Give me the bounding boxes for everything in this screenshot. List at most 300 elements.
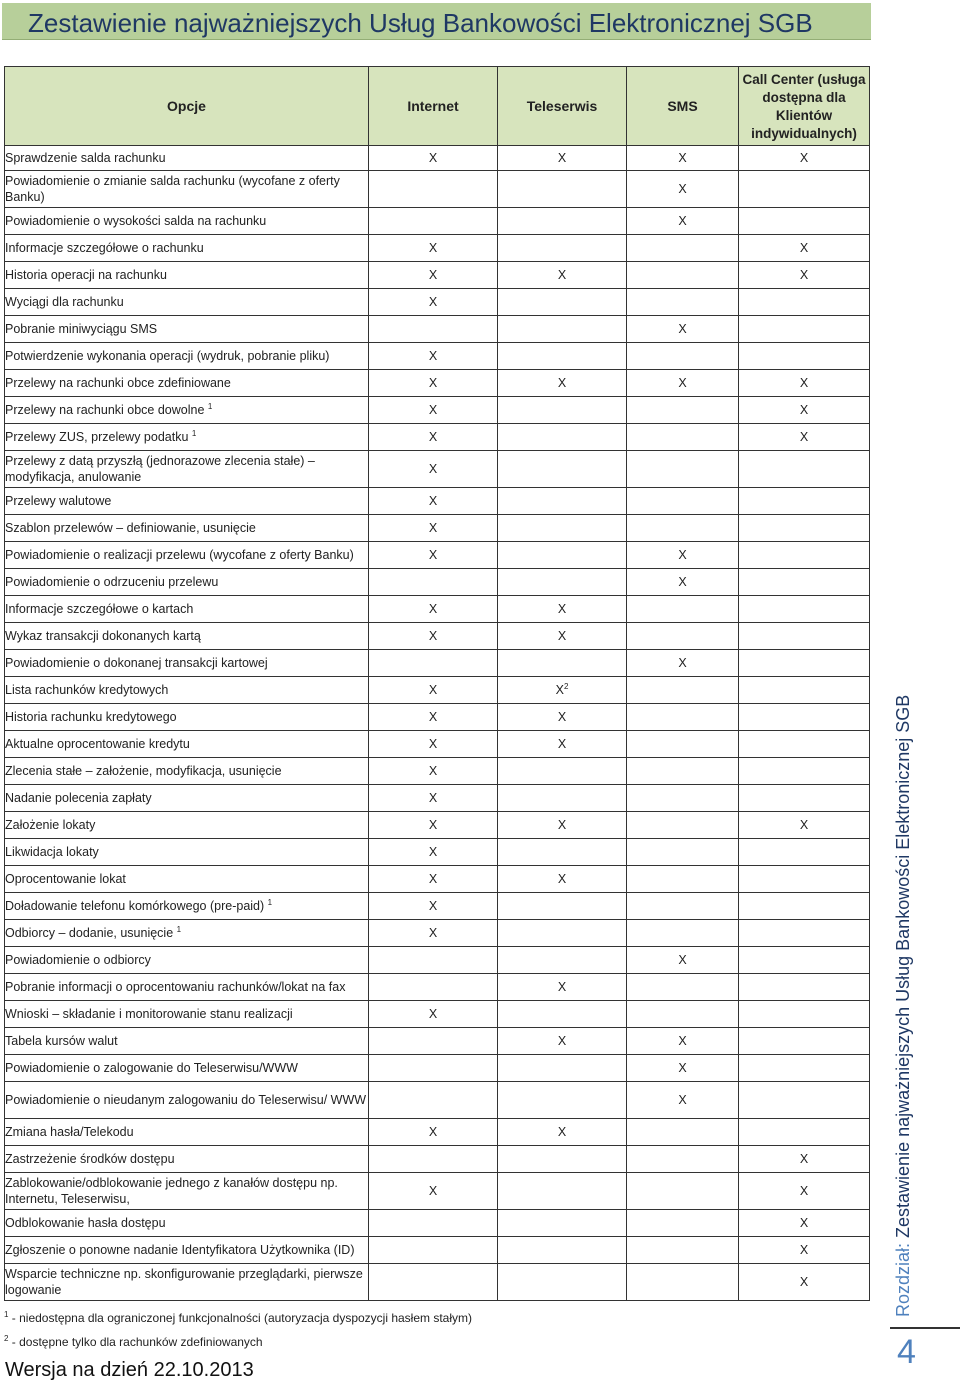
availability-mark: X bbox=[428, 241, 438, 255]
availability-mark: X bbox=[678, 1061, 687, 1075]
availability-cell-sms bbox=[627, 1028, 739, 1055]
availability-cell-internet bbox=[369, 866, 498, 893]
table-row bbox=[5, 1028, 870, 1055]
availability-cell-sms bbox=[627, 947, 739, 974]
table-row bbox=[5, 208, 870, 235]
availability-cell-internet bbox=[369, 920, 498, 947]
option-label-text: Przelewy ZUS, przelewy podatku bbox=[5, 430, 189, 444]
option-label-text: Aktualne oprocentowanie kredytu bbox=[5, 737, 190, 751]
option-label bbox=[5, 262, 369, 289]
table-row bbox=[5, 839, 870, 866]
availability-cell-teleserwis bbox=[498, 839, 627, 866]
availability-mark: X bbox=[678, 322, 687, 336]
availability-cell-teleserwis bbox=[498, 515, 627, 542]
header-row bbox=[5, 67, 870, 146]
option-label bbox=[5, 1146, 369, 1173]
availability-cell-teleserwis bbox=[498, 731, 627, 758]
table-row bbox=[5, 731, 870, 758]
availability-mark: X bbox=[428, 872, 438, 886]
table-row bbox=[5, 1237, 870, 1264]
availability-mark: X bbox=[678, 1093, 687, 1107]
availability-cell-sms bbox=[627, 370, 739, 397]
availability-cell-teleserwis bbox=[498, 623, 627, 650]
availability-mark: X bbox=[428, 462, 438, 476]
availability-mark: X bbox=[428, 1007, 438, 1021]
option-label-text: Zastrzeżenie środków dostępu bbox=[5, 1152, 175, 1166]
availability-cell-sms bbox=[627, 515, 739, 542]
availability-cell-call-center bbox=[739, 623, 870, 650]
availability-cell-internet bbox=[369, 731, 498, 758]
table-row bbox=[5, 451, 870, 488]
availability-cell-teleserwis bbox=[498, 677, 627, 704]
table-row bbox=[5, 974, 870, 1001]
availability-cell-internet bbox=[369, 677, 498, 704]
availability-mark: X bbox=[428, 548, 438, 562]
option-label-text: Wnioski – składanie i monitorowanie stanu realizacji bbox=[5, 1007, 293, 1021]
availability-cell-internet bbox=[369, 569, 498, 596]
option-label-text: Lista rachunków kredytowych bbox=[5, 683, 169, 697]
option-label bbox=[5, 397, 369, 424]
availability-cell-call-center bbox=[739, 488, 870, 515]
availability-cell-teleserwis bbox=[498, 974, 627, 1001]
option-label bbox=[5, 704, 369, 731]
footnote-2-text: - dostępne tylko dla rachunków zdefiniowanych bbox=[8, 1335, 263, 1349]
availability-cell-internet bbox=[369, 1055, 498, 1082]
page-title: Zestawienie najważniejszych Usług Bankowości Elektronicznej SGB bbox=[28, 8, 813, 38]
availability-cell-internet bbox=[369, 370, 498, 397]
table-row bbox=[5, 704, 870, 731]
availability-mark: X bbox=[557, 268, 567, 282]
footnotes bbox=[4, 1310, 472, 1358]
availability-cell-internet bbox=[369, 397, 498, 424]
availability-cell-internet bbox=[369, 1001, 498, 1028]
availability-mark: X bbox=[557, 1125, 567, 1139]
availability-cell-call-center bbox=[739, 235, 870, 262]
availability-cell-call-center bbox=[739, 397, 870, 424]
availability-cell-call-center bbox=[739, 866, 870, 893]
availability-cell-sms bbox=[627, 650, 739, 677]
option-label bbox=[5, 488, 369, 515]
availability-mark: X bbox=[799, 1184, 809, 1198]
availability-cell-call-center bbox=[739, 171, 870, 208]
availability-cell-sms bbox=[627, 262, 739, 289]
option-label-text: Powiadomienie o realizacji przelewu (wycofane z oferty Banku) bbox=[5, 548, 354, 562]
availability-cell-teleserwis bbox=[498, 289, 627, 316]
table-row bbox=[5, 623, 870, 650]
services-table bbox=[4, 66, 870, 1301]
availability-mark: X bbox=[799, 241, 809, 255]
footnote-ref: 1 bbox=[176, 924, 182, 934]
table-row bbox=[5, 920, 870, 947]
availability-cell-internet bbox=[369, 947, 498, 974]
table-row bbox=[5, 289, 870, 316]
side-chapter-prefix: Rozdział: bbox=[893, 1237, 913, 1317]
availability-mark: X bbox=[428, 1184, 438, 1198]
availability-cell-internet bbox=[369, 1028, 498, 1055]
availability-cell-sms bbox=[627, 569, 739, 596]
option-label bbox=[5, 289, 369, 316]
table-row bbox=[5, 677, 870, 704]
availability-mark: X bbox=[678, 575, 687, 589]
availability-mark: X bbox=[428, 737, 438, 751]
availability-cell-call-center bbox=[739, 262, 870, 289]
availability-cell-teleserwis bbox=[498, 1055, 627, 1082]
option-label bbox=[5, 785, 369, 812]
availability-cell-sms bbox=[627, 424, 739, 451]
availability-cell-internet bbox=[369, 488, 498, 515]
table-row bbox=[5, 947, 870, 974]
availability-mark: X bbox=[428, 494, 438, 508]
header-sms: SMS bbox=[627, 67, 739, 146]
availability-cell-call-center bbox=[739, 731, 870, 758]
availability-cell-sms bbox=[627, 893, 739, 920]
availability-mark: X bbox=[428, 845, 438, 859]
availability-cell-call-center bbox=[739, 596, 870, 623]
option-label-text: Doładowanie telefonu komórkowego (pre-paid) bbox=[5, 899, 265, 913]
availability-cell-call-center bbox=[739, 1210, 870, 1237]
availability-cell-call-center bbox=[739, 1237, 870, 1264]
availability-mark: X bbox=[555, 683, 564, 697]
availability-cell-sms bbox=[627, 343, 739, 370]
availability-mark: X bbox=[428, 349, 438, 363]
availability-cell-teleserwis bbox=[498, 704, 627, 731]
availability-cell-call-center bbox=[739, 1001, 870, 1028]
table-row bbox=[5, 146, 870, 171]
availability-cell-internet bbox=[369, 316, 498, 343]
table-row bbox=[5, 542, 870, 569]
table-row bbox=[5, 488, 870, 515]
table-row bbox=[5, 1001, 870, 1028]
availability-cell-teleserwis bbox=[498, 488, 627, 515]
side-chapter-title: Zestawienie najważniejszych Usług Bankowości Elektronicznej SGB bbox=[893, 694, 913, 1238]
page-number: 4 bbox=[897, 1333, 916, 1371]
availability-cell-sms bbox=[627, 1210, 739, 1237]
availability-cell-call-center bbox=[739, 1119, 870, 1146]
availability-mark: X bbox=[557, 710, 567, 724]
availability-cell-teleserwis bbox=[498, 316, 627, 343]
availability-cell-internet bbox=[369, 289, 498, 316]
option-label bbox=[5, 893, 369, 920]
availability-cell-call-center bbox=[739, 316, 870, 343]
table-row bbox=[5, 343, 870, 370]
option-label bbox=[5, 596, 369, 623]
availability-mark: X bbox=[557, 376, 567, 390]
option-label-text: Powiadomienie o odbiorcy bbox=[5, 953, 151, 967]
table-row bbox=[5, 370, 870, 397]
availability-mark: X bbox=[557, 818, 567, 832]
availability-cell-sms bbox=[627, 1001, 739, 1028]
availability-cell-internet bbox=[369, 1264, 498, 1301]
availability-cell-teleserwis bbox=[498, 569, 627, 596]
availability-mark: X bbox=[678, 214, 687, 228]
availability-cell-call-center bbox=[739, 208, 870, 235]
header-internet: Internet bbox=[369, 67, 498, 146]
availability-mark: X bbox=[428, 683, 438, 697]
table-row bbox=[5, 1082, 870, 1119]
availability-mark: X bbox=[678, 656, 687, 670]
availability-cell-teleserwis bbox=[498, 947, 627, 974]
availability-mark: X bbox=[428, 295, 438, 309]
table-row bbox=[5, 515, 870, 542]
availability-mark: X bbox=[428, 151, 438, 165]
option-label bbox=[5, 1055, 369, 1082]
availability-cell-teleserwis bbox=[498, 812, 627, 839]
availability-cell-call-center bbox=[739, 542, 870, 569]
availability-cell-teleserwis bbox=[498, 146, 627, 171]
option-label-text: Szablon przelewów – definiowanie, usunięcie bbox=[5, 521, 256, 535]
availability-cell-teleserwis bbox=[498, 171, 627, 208]
footnote-2 bbox=[4, 1334, 472, 1358]
availability-cell-sms bbox=[627, 596, 739, 623]
table-row bbox=[5, 1264, 870, 1301]
option-label bbox=[5, 1082, 369, 1119]
availability-cell-internet bbox=[369, 424, 498, 451]
option-label bbox=[5, 316, 369, 343]
table-row bbox=[5, 316, 870, 343]
availability-mark: X bbox=[557, 872, 567, 886]
availability-cell-teleserwis bbox=[498, 1237, 627, 1264]
availability-mark: X bbox=[557, 151, 567, 165]
availability-cell-teleserwis bbox=[498, 262, 627, 289]
availability-cell-call-center bbox=[739, 920, 870, 947]
option-label bbox=[5, 866, 369, 893]
availability-cell-internet bbox=[369, 596, 498, 623]
availability-mark: X bbox=[428, 1125, 438, 1139]
availability-mark: X bbox=[428, 764, 438, 778]
option-label bbox=[5, 1001, 369, 1028]
availability-cell-teleserwis bbox=[498, 370, 627, 397]
availability-cell-call-center bbox=[739, 812, 870, 839]
footnote-1-number: 1 bbox=[4, 1310, 9, 1319]
availability-cell-teleserwis bbox=[498, 451, 627, 488]
option-label-text: Przelewy walutowe bbox=[5, 494, 112, 508]
availability-cell-teleserwis bbox=[498, 343, 627, 370]
option-label-text: Przelewy na rachunki obce dowolne bbox=[5, 403, 205, 417]
option-label bbox=[5, 146, 369, 171]
availability-mark: X bbox=[428, 430, 438, 444]
option-label bbox=[5, 370, 369, 397]
availability-mark: X bbox=[428, 926, 438, 940]
availability-mark: X bbox=[799, 818, 809, 832]
availability-cell-call-center bbox=[739, 1055, 870, 1082]
availability-cell-internet bbox=[369, 1237, 498, 1264]
availability-cell-sms bbox=[627, 623, 739, 650]
page-number-divider bbox=[890, 1327, 960, 1329]
availability-mark: X bbox=[678, 376, 687, 390]
option-label-text: Tabela kursów walut bbox=[5, 1034, 118, 1048]
availability-mark: X bbox=[799, 1275, 809, 1289]
availability-mark: X bbox=[428, 818, 438, 832]
table-row bbox=[5, 596, 870, 623]
availability-cell-internet bbox=[369, 785, 498, 812]
table-row bbox=[5, 235, 870, 262]
table-row bbox=[5, 1210, 870, 1237]
option-label-text: Powiadomienie o zalogowanie do Teleserwisu/WWW bbox=[5, 1061, 298, 1075]
availability-cell-sms bbox=[627, 812, 739, 839]
availability-mark: X bbox=[678, 548, 687, 562]
table-row bbox=[5, 785, 870, 812]
footnote-2-number: 2 bbox=[4, 1334, 9, 1343]
availability-cell-internet bbox=[369, 146, 498, 171]
availability-cell-call-center bbox=[739, 451, 870, 488]
availability-mark: X bbox=[428, 521, 438, 535]
availability-cell-call-center bbox=[739, 893, 870, 920]
availability-cell-sms bbox=[627, 316, 739, 343]
option-label-text: Wyciągi dla rachunku bbox=[5, 295, 124, 309]
availability-cell-sms bbox=[627, 451, 739, 488]
availability-cell-call-center bbox=[739, 1173, 870, 1210]
option-label-text: Powiadomienie o nieudanym zalogowaniu do Teleserwisu/ WWW bbox=[5, 1093, 367, 1107]
availability-cell-sms bbox=[627, 704, 739, 731]
availability-cell-internet bbox=[369, 542, 498, 569]
availability-cell-internet bbox=[369, 1119, 498, 1146]
availability-mark: X bbox=[557, 1034, 567, 1048]
table-row bbox=[5, 893, 870, 920]
availability-cell-sms bbox=[627, 289, 739, 316]
table-row bbox=[5, 812, 870, 839]
availability-cell-sms bbox=[627, 1146, 739, 1173]
option-label-text: Informacje szczegółowe o rachunku bbox=[5, 241, 204, 255]
availability-cell-internet bbox=[369, 1146, 498, 1173]
table-row bbox=[5, 262, 870, 289]
option-label-text: Potwierdzenie wykonania operacji (wydruk, pobranie pliku) bbox=[5, 349, 330, 363]
option-label-text: Nadanie polecenia zapłaty bbox=[5, 791, 152, 805]
availability-cell-teleserwis bbox=[498, 893, 627, 920]
availability-cell-teleserwis bbox=[498, 235, 627, 262]
option-label bbox=[5, 650, 369, 677]
availability-cell-sms bbox=[627, 208, 739, 235]
option-label-text: Pobranie miniwyciągu SMS bbox=[5, 322, 158, 336]
availability-mark: X bbox=[557, 629, 567, 643]
side-chapter-label bbox=[893, 695, 914, 1317]
option-label-text: Zmiana hasła/Telekodu bbox=[5, 1125, 134, 1139]
option-label-text: Przelewy na rachunki obce zdefiniowane bbox=[5, 376, 231, 390]
availability-mark: X bbox=[428, 899, 438, 913]
availability-cell-teleserwis bbox=[498, 785, 627, 812]
availability-mark: X bbox=[799, 1216, 809, 1230]
availability-cell-call-center bbox=[739, 974, 870, 1001]
availability-mark: X bbox=[557, 980, 567, 994]
availability-mark: X bbox=[799, 430, 809, 444]
availability-mark: X bbox=[428, 710, 438, 724]
option-label bbox=[5, 1119, 369, 1146]
option-label-text: Zablokowanie/odblokowanie jednego z kanałów dostępu np. Internetu, Teleserwisu, bbox=[5, 1176, 338, 1206]
version-date: Wersja na dzień 22.10.2013 bbox=[5, 1359, 254, 1381]
availability-cell-sms bbox=[627, 920, 739, 947]
availability-cell-internet bbox=[369, 171, 498, 208]
availability-cell-sms bbox=[627, 866, 739, 893]
table-row bbox=[5, 650, 870, 677]
table-row bbox=[5, 424, 870, 451]
option-label bbox=[5, 623, 369, 650]
availability-cell-teleserwis bbox=[498, 1210, 627, 1237]
availability-cell-internet bbox=[369, 451, 498, 488]
availability-cell-call-center bbox=[739, 947, 870, 974]
option-label bbox=[5, 1210, 369, 1237]
availability-cell-sms bbox=[627, 542, 739, 569]
option-label bbox=[5, 947, 369, 974]
availability-cell-internet bbox=[369, 974, 498, 1001]
title-banner bbox=[2, 3, 871, 40]
availability-mark: X bbox=[428, 403, 438, 417]
availability-mark: X bbox=[678, 1034, 687, 1048]
availability-cell-sms bbox=[627, 1082, 739, 1119]
availability-cell-teleserwis bbox=[498, 542, 627, 569]
option-label-text: Zlecenia stałe – założenie, modyfikacja, usunięcie bbox=[5, 764, 282, 778]
footnote-1-text: - niedostępna dla ograniczonej funkcjonalności (autoryzacja dyspozycji hasłem stałym) bbox=[8, 1311, 473, 1325]
availability-cell-sms bbox=[627, 758, 739, 785]
availability-mark: X bbox=[557, 602, 567, 616]
option-label-text: Odbiorcy – dodanie, usunięcie bbox=[5, 926, 174, 940]
availability-mark: X bbox=[678, 182, 687, 196]
option-label bbox=[5, 974, 369, 1001]
availability-mark: X bbox=[428, 376, 438, 390]
availability-cell-teleserwis bbox=[498, 208, 627, 235]
option-label bbox=[5, 235, 369, 262]
availability-cell-sms bbox=[627, 1264, 739, 1301]
availability-cell-call-center bbox=[739, 785, 870, 812]
availability-cell-teleserwis bbox=[498, 424, 627, 451]
availability-cell-call-center bbox=[739, 424, 870, 451]
availability-cell-sms bbox=[627, 171, 739, 208]
availability-cell-internet bbox=[369, 650, 498, 677]
availability-cell-sms bbox=[627, 1237, 739, 1264]
availability-cell-sms bbox=[627, 677, 739, 704]
option-label bbox=[5, 812, 369, 839]
availability-cell-call-center bbox=[739, 146, 870, 171]
availability-cell-call-center bbox=[739, 515, 870, 542]
availability-cell-teleserwis bbox=[498, 1028, 627, 1055]
header-call-center: Call Center (usługa dostępna dla Klientów indywidualnych) bbox=[739, 67, 870, 146]
footnote-ref: 2 bbox=[563, 681, 569, 691]
option-label-text: Sprawdzenie salda rachunku bbox=[5, 151, 166, 165]
availability-cell-sms bbox=[627, 1173, 739, 1210]
availability-cell-internet bbox=[369, 839, 498, 866]
availability-cell-internet bbox=[369, 343, 498, 370]
option-label-text: Odblokowanie hasła dostępu bbox=[5, 1216, 166, 1230]
availability-mark: X bbox=[799, 268, 809, 282]
availability-mark: X bbox=[428, 629, 438, 643]
availability-cell-sms bbox=[627, 235, 739, 262]
table-row bbox=[5, 1173, 870, 1210]
header-teleserwis: Teleserwis bbox=[498, 67, 627, 146]
availability-mark: X bbox=[428, 602, 438, 616]
availability-cell-teleserwis bbox=[498, 596, 627, 623]
availability-cell-call-center bbox=[739, 650, 870, 677]
option-label bbox=[5, 731, 369, 758]
header-options: Opcje bbox=[5, 67, 369, 146]
availability-cell-internet bbox=[369, 1210, 498, 1237]
availability-mark: X bbox=[428, 791, 438, 805]
availability-cell-call-center bbox=[739, 1082, 870, 1119]
option-label bbox=[5, 677, 369, 704]
table-row bbox=[5, 171, 870, 208]
option-label-text: Pobranie informacji o oprocentowaniu rachunków/lokat na fax bbox=[5, 980, 346, 994]
option-label bbox=[5, 171, 369, 208]
footnote-1 bbox=[4, 1310, 472, 1334]
option-label-text: Wykaz transakcji dokonanych kartą bbox=[5, 629, 201, 643]
option-label bbox=[5, 1028, 369, 1055]
availability-cell-internet bbox=[369, 1082, 498, 1119]
availability-cell-teleserwis bbox=[498, 866, 627, 893]
option-label-text: Historia rachunku kredytowego bbox=[5, 710, 177, 724]
footnote-ref: 1 bbox=[267, 897, 273, 907]
availability-cell-sms bbox=[627, 488, 739, 515]
availability-cell-internet bbox=[369, 893, 498, 920]
option-label bbox=[5, 1173, 369, 1210]
availability-cell-internet bbox=[369, 262, 498, 289]
option-label bbox=[5, 758, 369, 785]
